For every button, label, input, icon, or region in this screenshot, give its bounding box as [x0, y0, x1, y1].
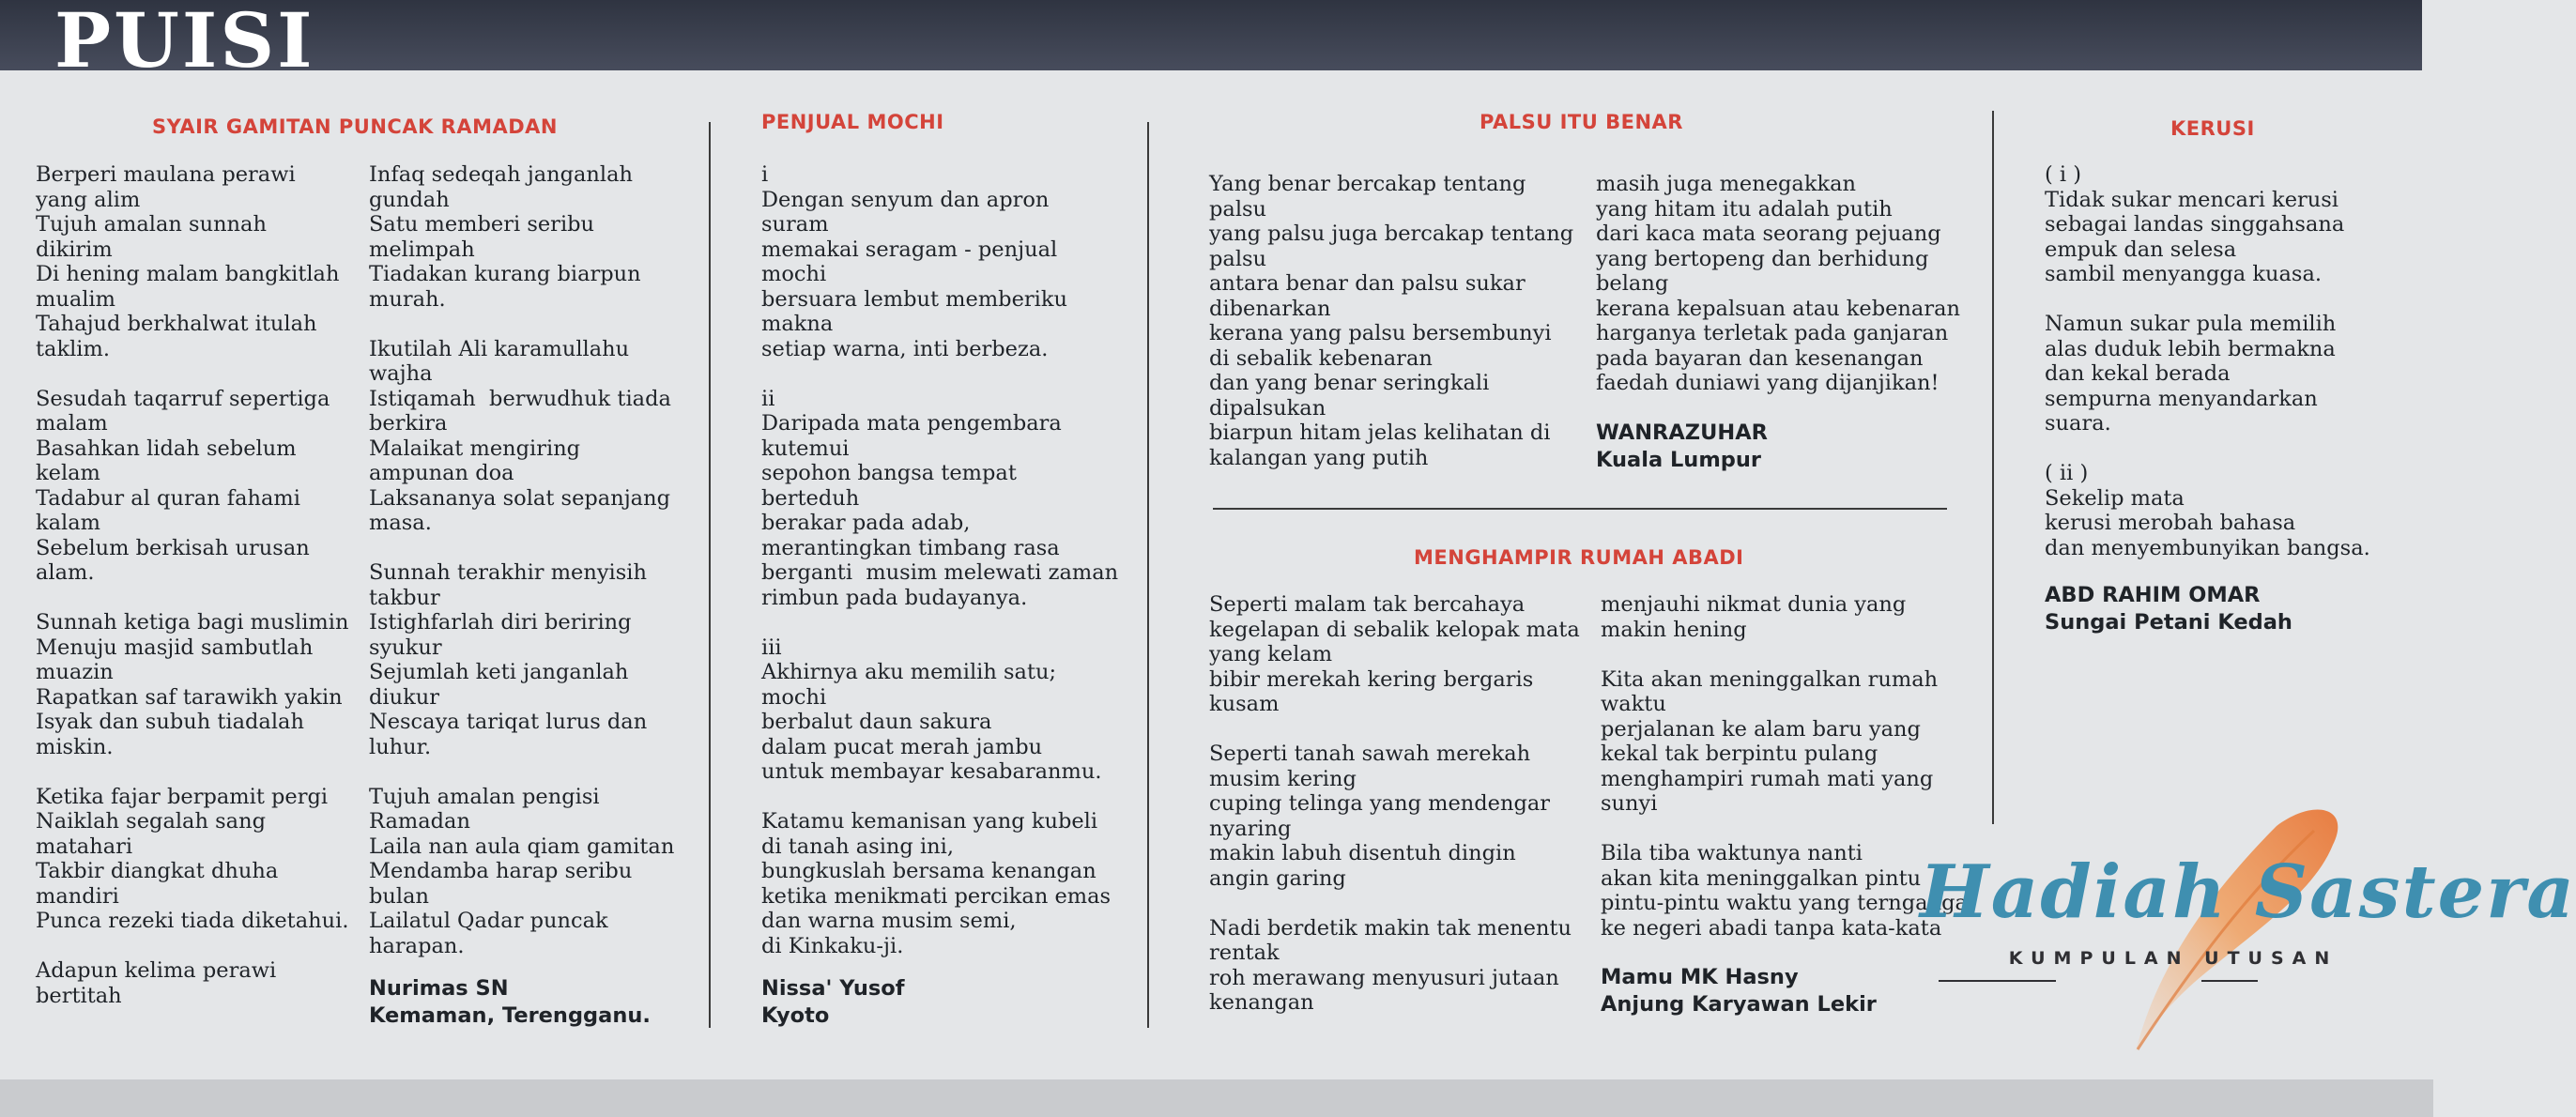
- poem-syair-column-2: Infaq sedeqah janganlah gundah Satu memberi seribu melimpah Tiadakan kurang biarpun murah. Ikutilah Ali karamullahu wajha Istiqamah berwudhuk tiada berkira Malaikat mengiring ampunan doa Laksananya solat sepanjang masa. Sunnah terakhir menyisih takbur Istighfarlah diri beriring syukur Sejumlah keti janganlah diukur Nescaya tariqat lurus dan luhur. Tujuh amalan pengisi Ramadan Laila nan aula qiam gamitan Mendamba harap seribu bulan Lailatul Qadar puncak harapan.: [369, 162, 675, 958]
- poem-separator: [1213, 508, 1947, 510]
- bottom-edge-strip: [0, 1079, 2433, 1117]
- hadiah-sastera-logo: [1920, 788, 2576, 1061]
- poem-abadi-location: Anjung Karyawan Lekir: [1601, 992, 1877, 1017]
- section-header-band: [0, 0, 2422, 70]
- poem-abadi-author: Mamu MK Hasny: [1601, 965, 1799, 989]
- poem-title-abadi: MENGHAMPIR RUMAH ABADI: [1414, 546, 1744, 569]
- poem-palsu-location: Kuala Lumpur: [1596, 448, 1761, 472]
- poem-mochi-author: Nissa' Yusof: [761, 976, 905, 1001]
- column-divider: [1992, 111, 1994, 824]
- poem-title-mochi: PENJUAL MOCHI: [761, 111, 944, 133]
- poem-syair-column-1: Berperi maulana perawi yang alim Tujuh amalan sunnah dikirim Di hening malam bangkitlah mualim Tahajud berkhalwat itulah taklim. Sesudah taqarruf sepertiga malam Basahkan lidah sebelum kelam Tadabur al quran fahami kalam Sebelum berkisah urusan alam. Sunnah ketiga bagi muslimin Menuju masjid sambutlah muazin Rapatkan saf tarawikh yakin Isyak dan subuh tiadalah miskin. Ketika fajar berpamit pergi Naiklah segalah sang matahari Takbir diangkat dhuha mandiri Punca rezeki tiada diketahui. Adapun kelima perawi bertitah: [36, 162, 349, 1008]
- section-title: PUISI: [54, 0, 315, 84]
- poem-palsu-author: WANRAZUHAR: [1596, 421, 1768, 445]
- poem-kerusi-body: ( i ) Tidak sukar mencari kerusi sebagai landas singgahsana empuk dan selesa sambil menyangga kuasa. Namun sukar pula memilih alas duduk lebih bermakna dan kekal berada sempurna menyandarkan suara. ( ii ) Sekelip mata kerusi merobah bahasa dan menyembunyikan bangsa.: [2045, 162, 2370, 560]
- poem-palsu-column-2: masih juga menegakkan yang hitam itu adalah putih dari kaca mata seorang pejuang yang bertopeng dan berhidung belang kerana kepalsuan atau kebenaran harganya terletak pada ganjaran pada bayaran dan kesenangan faedah duniawi yang dijanjikan!: [1596, 172, 1960, 395]
- poem-title-kerusi: KERUSI: [2170, 117, 2255, 140]
- logo-script-text: Hadiah Sastera: [1920, 849, 2576, 935]
- poem-kerusi-location: Sungai Petani Kedah: [2045, 610, 2292, 635]
- poem-title-palsu: PALSU ITU BENAR: [1480, 111, 1683, 133]
- poem-abadi-column-2: menjauhi nikmat dunia yang makin hening Kita akan meninggalkan rumah waktu perjalanan ke alam baru yang kekal tak berpintu pulang menghampiri rumah mati yang sunyi Bila tiba waktunya nanti akan kita meninggalkan pintu pintu-pintu waktu yang ternganga ke negeri abadi tanpa kata-kata: [1601, 592, 1968, 941]
- column-divider: [709, 122, 711, 1028]
- poem-kerusi-author: ABD RAHIM OMAR: [2045, 583, 2261, 607]
- poem-syair-location: Kemaman, Terengganu.: [369, 1003, 651, 1028]
- poem-mochi-location: Kyoto: [761, 1003, 830, 1028]
- poem-title-syair: SYAIR GAMITAN PUNCAK RAMADAN: [152, 115, 559, 138]
- poem-mochi-body: i Dengan senyum dan apron suram memakai seragam - penjual mochi bersuara lembut memberiku makna setiap warna, inti berbeza. ii Daripada mata pengembara kutemui sepohon bangsa tempat berteduh berakar pada adab, merantingkan timbang rasa berganti musim melewati zaman rimbun pada budayanya. iii Akhirnya aku memilih satu; mochi berbalut daun sakura dalam pucat merah jambu untuk membayar kesabaranmu. Katamu kemanisan yang kubeli di tanah asing ini, bungkuslah bersama kenangan ketika menikmati percikan emas dan warna musim semi, di Kinkaku-ji.: [761, 162, 1119, 958]
- poem-palsu-column-1: Yang benar bercakap tentang palsu yang palsu juga bercakap tentang palsu antara benar dan palsu sukar dibenarkan kerana yang palsu bersembunyi di sebalik kebenaran dan yang benar seringkali dipalsukan biarpun hitam jelas kelihatan di kalangan yang putih: [1209, 172, 1574, 470]
- poem-abadi-column-1: Seperti malam tak bercahaya kegelapan di sebalik kelopak mata yang kelam bibir merekah kering bergaris kusam Seperti tanah sawah merekah musim kering cuping telinga yang mendengar nyaring makin labuh disentuh dingin angin garing Nadi berdetik makin tak menentu rentak roh merawang menyusuri jutaan kenangan: [1209, 592, 1580, 1015]
- poem-syair-author: Nurimas SN: [369, 976, 509, 1001]
- column-divider: [1147, 122, 1149, 1028]
- logo-subtitle: KUMPULAN UTUSAN: [2008, 948, 2338, 969]
